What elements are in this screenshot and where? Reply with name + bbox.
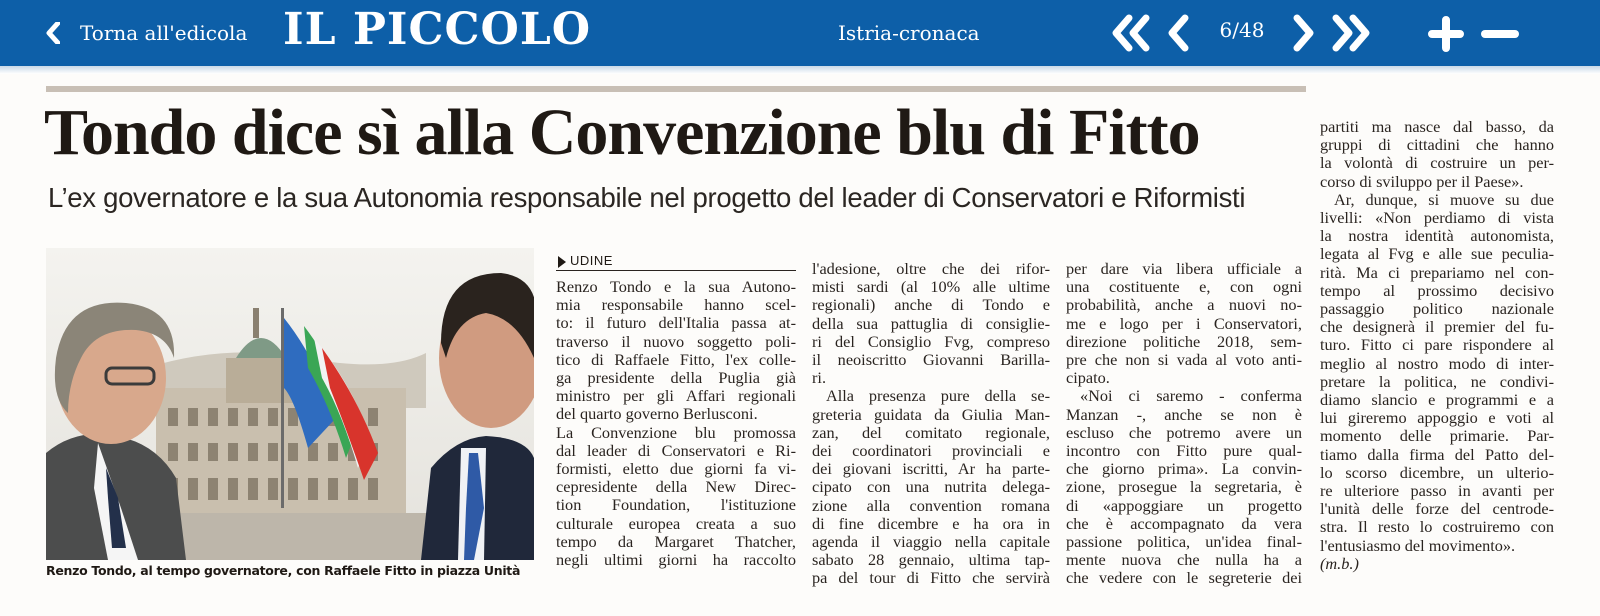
text-line: che vedere con le segreterie dei (1066, 568, 1302, 588)
first-page-button[interactable] (1110, 14, 1152, 52)
text-line: formisti, eletto due giorni fa vi- (556, 459, 796, 479)
zoom-out-button[interactable] (1480, 16, 1520, 52)
text-line: livelli: «Non perdiamo di vista (1320, 208, 1554, 228)
text-line: di «appoggiare un progetto (1066, 495, 1302, 515)
text-line: diamo slancio e programmi e a (1320, 390, 1554, 410)
text-line: zione alla convention romana (812, 495, 1050, 515)
text-line: dal leader di Conservatori e Ri- (556, 440, 796, 460)
masthead-logo: IL PICCOLO (283, 4, 592, 55)
double-chevron-right-icon (1330, 14, 1372, 52)
section-button[interactable] (818, 18, 980, 48)
article-headline: Tondo dice sì alla Convenzione blu di Fitto (44, 96, 1200, 169)
text-line: del quarto governo Berlusconi. (556, 404, 758, 424)
article-column-3 (1066, 260, 1302, 588)
top-toolbar (0, 0, 1600, 66)
next-page-button[interactable] (1290, 14, 1316, 52)
article-photo (46, 248, 534, 560)
text-line: mia responsabile hanno scel- (556, 295, 796, 315)
text-line: Manzan -, anche se non è (1066, 404, 1302, 424)
text-line: Alla presenza pure della se- (826, 386, 1050, 406)
text-line: misti sardi (al 10% alle ultime (812, 277, 1050, 297)
page-indicator: 6/48 (1219, 18, 1265, 42)
text-line: tico di Raffaele Fitto, l'ex colle- (556, 349, 796, 369)
text-line: il neoiscritto Giovanni Barilla- (812, 350, 1050, 370)
text-line: sabato 28 gennaio, ultima tap- (812, 550, 1050, 570)
back-to-newsstand-button[interactable] (46, 18, 247, 48)
text-line: tempo da Margaret Thatcher, (556, 531, 796, 551)
top-rule (46, 86, 1306, 92)
text-line: corso di sviluppo per il Paese». (1320, 171, 1524, 191)
text-line: greteria guidata da Giulia Man- (812, 404, 1050, 424)
text-line: che è accompagnato da vera (1066, 513, 1302, 533)
text-line: gruppi di cittadini che hanno (1320, 135, 1554, 155)
text-line: di fine dicembre e ha ora in (812, 513, 1050, 533)
text-line: agenda il viaggio nella capitale (812, 532, 1050, 552)
text-line: che designerà il premier del fu- (1320, 317, 1554, 337)
text-line: meglio al nostro modo di inter- (1320, 353, 1554, 373)
text-line: probabilità, anche a nuovi no- (1066, 295, 1302, 315)
text-line: l'adesione, oltre che dei rifor- (812, 259, 1050, 278)
text-line: lo scorso dicembre, un ulterio- (1320, 462, 1554, 482)
text-line: ri del Consiglio Fvg, compreso (812, 331, 1050, 351)
article-subhead: L’ex governatore e la sua Autonomia responsabile nel progetto del leader di Conservatori e Riformisti (48, 182, 1246, 213)
text-line: culturale europea creata a suo (556, 513, 796, 533)
text-line: Ar, dunque, si muove su due (1334, 189, 1554, 209)
text-line: Renzo Tondo e la sua Autono- (556, 277, 796, 296)
text-line: stra. Il resto lo costruiremo con (1320, 517, 1554, 537)
plus-icon (1426, 16, 1466, 52)
text-line: turo. Fitto ci pare rispondere al (1320, 335, 1554, 355)
text-line: una costituente e, con ogni (1066, 277, 1302, 297)
dateline-label: UDINE (570, 253, 613, 268)
article-column-2 (812, 260, 1050, 588)
text-line: lui gireremo appoggio e voti al (1320, 408, 1554, 428)
dateline-triangle-icon (558, 256, 566, 268)
text-line: re ulteriore passo in avanti per (1320, 481, 1554, 501)
text-line: «Noi ci saremo - conferma (1080, 386, 1302, 406)
previous-page-button[interactable] (1166, 14, 1192, 52)
text-line: cipato. (1066, 368, 1110, 388)
text-line: l'unità delle forze del centrode- (1320, 499, 1554, 519)
author-initials: (m.b.) (1320, 553, 1359, 573)
double-chevron-left-icon (1110, 14, 1152, 52)
text-line: ga presidente della Puglia già (556, 368, 796, 388)
article-column-1 (556, 278, 796, 569)
text-line: zione, prosegue la segretaria, è (1066, 477, 1302, 497)
text-line: ri. (812, 368, 827, 388)
text-line: pre che non si vada al voto anti- (1066, 350, 1302, 370)
text-line: to: il futuro dell'Italia passa at- (556, 313, 796, 333)
text-line: passaggio politico nazionale (1320, 299, 1554, 319)
text-line: incontro con Fitto pure qual- (1066, 441, 1302, 461)
text-line: La Convenzione blu promossa (556, 422, 796, 442)
text-line: passione politica, un'idea final- (1066, 532, 1302, 552)
single-chevron-right-icon (1290, 14, 1316, 52)
text-line: partiti ma nasce dal basso, da (1320, 117, 1554, 136)
text-line: pretare la politica, ne condivi- (1320, 371, 1554, 391)
chevron-left-icon (46, 22, 60, 44)
text-line: direzione politiche 2018, sem- (1066, 331, 1302, 351)
text-line: mente nuova che nulla ha a (1066, 550, 1302, 570)
article-column-4 (1320, 118, 1554, 573)
dateline (556, 254, 796, 271)
text-line: ministro per gli Affari regionali (556, 386, 796, 406)
back-label: Torna all'edicola (80, 21, 248, 45)
text-line: pa del tour di Fitto che servirà (812, 568, 1050, 588)
zoom-in-button[interactable] (1426, 16, 1466, 52)
text-line: la nostra identità autonomista, (1320, 226, 1554, 246)
text-line: negli ultimi giorni ha raccolto (556, 550, 796, 570)
text-line: me e logo per i Conservatori, (1066, 313, 1302, 333)
text-line: dei giovani iscritti, Ar ha parte- (812, 459, 1050, 479)
text-line: per dare via libera ufficiale a (1066, 259, 1302, 278)
text-line: rità. Ma ci prepariamo nel con- (1320, 262, 1554, 282)
section-label: Istria-cronaca (838, 21, 980, 45)
toolbar-shadow (0, 66, 1600, 74)
text-line: cepresidente della New Direc- (556, 477, 796, 497)
photo-illustration (46, 248, 534, 560)
single-chevron-left-icon (1166, 14, 1192, 52)
text-line: la volontà di costruire un per- (1320, 153, 1554, 173)
text-line: momento delle primarie. Par- (1320, 426, 1554, 446)
text-line: della sua pattuglia di consiglie- (812, 313, 1050, 333)
text-line: tempo al prossimo decisivo (1320, 280, 1554, 300)
text-line: tiamo dalla firma del Patto del- (1320, 444, 1554, 464)
text-line: traverso il nuovo soggetto poli- (556, 331, 796, 351)
text-line: l'entusiasmo del movimento». (1320, 535, 1516, 555)
text-line: legata al Fvg e alle sue peculia- (1320, 244, 1554, 264)
text-line: che giorno prima». La convin- (1066, 459, 1302, 479)
last-page-button[interactable] (1330, 14, 1372, 52)
text-line: dei coordinatori provinciali e (812, 441, 1050, 461)
minus-icon (1480, 16, 1520, 52)
text-line: cipato con una nutrita delega- (812, 477, 1050, 497)
text-line: escluso che potremo avere un (1066, 422, 1302, 442)
text-line: zan, del comitato regionale, (812, 422, 1050, 442)
photo-caption: Renzo Tondo, al tempo governatore, con Raffaele Fitto in piazza Unità (46, 563, 521, 578)
text-line: regionali) anche di Tondo e (812, 295, 1050, 315)
text-line: tion Foundation, l'istituzione (556, 495, 796, 515)
